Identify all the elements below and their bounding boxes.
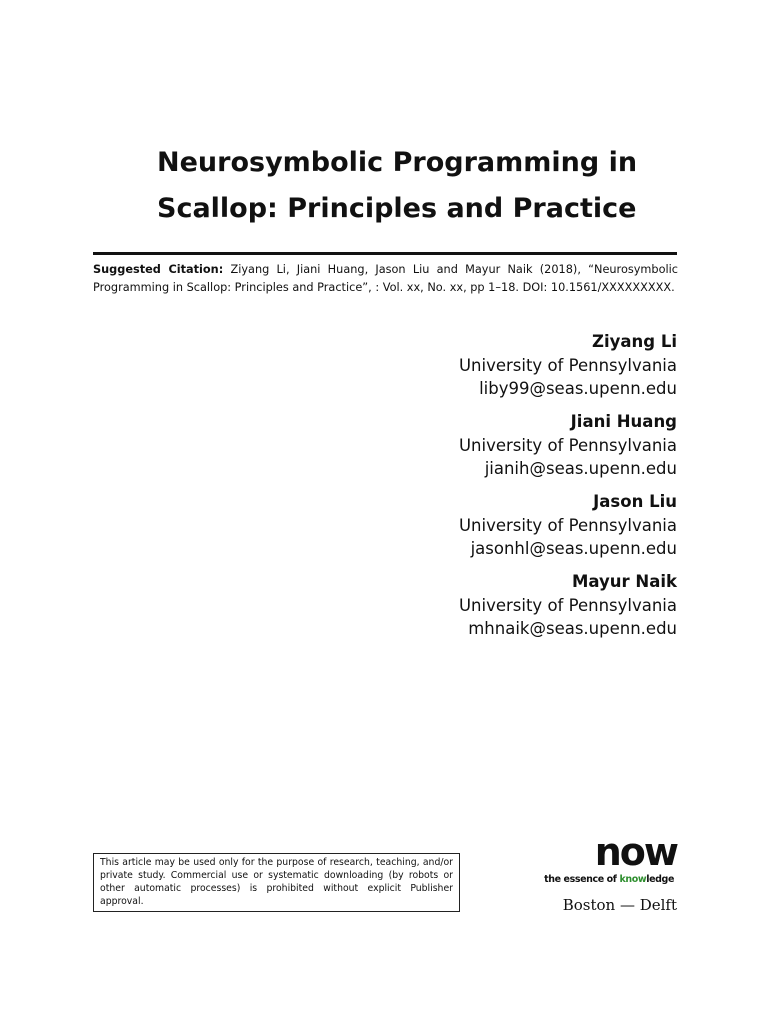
author-block	[257, 330, 677, 400]
usage-notice-box	[93, 853, 460, 912]
tagline-prefix: the essence of	[544, 874, 620, 885]
author-name: Jiani Huang	[570, 412, 677, 431]
title-rule	[93, 252, 677, 255]
citation-label: Suggested Citation:	[93, 263, 224, 276]
author-affiliation: University of Pennsylvania	[458, 356, 677, 375]
title-line-1: Neurosymbolic Programming in	[157, 147, 638, 178]
usage-notice-text: This article may be used only for the purpose of research, teaching, and/or private study. Commercial use or systematic downloading (by robots or other automatic processes) is prohibited without explicit Publisher approval.	[100, 857, 453, 907]
author-affiliation: University of Pennsylvania	[458, 436, 677, 455]
author-name: Jason Liu	[593, 492, 677, 511]
tagline-suffix: ledge	[646, 874, 674, 885]
author-name: Mayur Naik	[571, 572, 677, 591]
now-publishers-logo	[535, 832, 677, 892]
author-block	[257, 570, 677, 640]
tagline-accent: know	[619, 874, 647, 885]
author-affiliation: University of Pennsylvania	[458, 516, 677, 535]
author-affiliation: University of Pennsylvania	[458, 596, 677, 615]
logo-wordmark: now	[594, 830, 677, 874]
author-list	[257, 330, 677, 650]
author-email[interactable]: liby99@seas.upenn.edu	[479, 379, 677, 398]
paper-title	[157, 140, 697, 232]
author-block	[257, 490, 677, 560]
author-email[interactable]: jasonhl@seas.upenn.edu	[470, 539, 677, 558]
author-name: Ziyang Li	[592, 332, 677, 351]
logo-tagline	[544, 874, 674, 886]
author-block	[257, 410, 677, 480]
title-line-2: Scallop: Principles and Practice	[157, 193, 637, 224]
citation-text: Ziyang Li, Jiani Huang, Jason Liu and Mayur Naik (2018), “Neurosymbolic Programming in Scallop: Principles and Practice”, : Vol. xx, No. xx, pp 1–18. DOI: 10.1561/XXXXXXXXX.	[93, 263, 679, 294]
author-email[interactable]: jianih@seas.upenn.edu	[484, 459, 677, 478]
publisher-places: Boston — Delft	[562, 896, 677, 914]
author-email[interactable]: mhnaik@seas.upenn.edu	[468, 619, 677, 638]
suggested-citation	[93, 261, 678, 296]
